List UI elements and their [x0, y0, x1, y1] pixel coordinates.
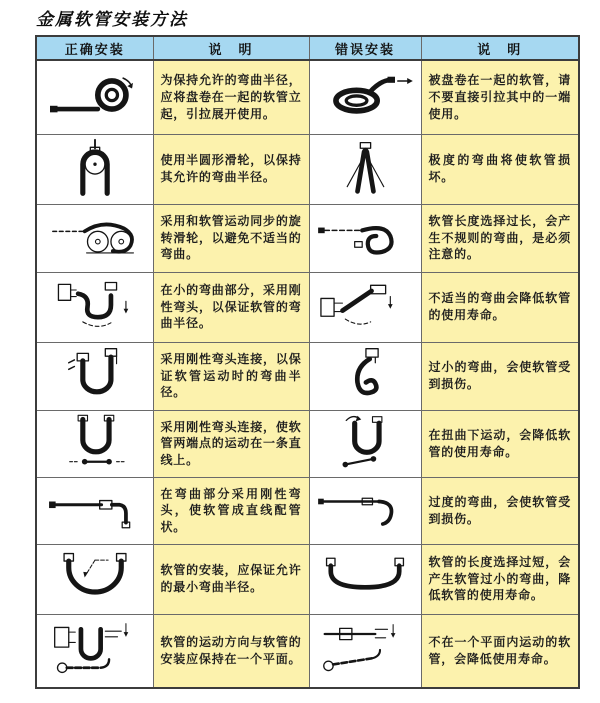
document-page [0, 5, 600, 689]
table-row [36, 134, 579, 204]
wrong-image-cell [309, 477, 421, 544]
page-title: 金属软管安装方法 [36, 10, 188, 30]
table-row [36, 477, 579, 544]
hose-u-with-rigid-elbows-icon [43, 344, 147, 404]
correct-description: 在弯曲部分采用刚性弯头，使软管成直线配管状。 [153, 477, 309, 544]
wrong-image-cell [309, 614, 421, 688]
wrong-description: 不适当的弯曲会降低软管的使用寿命。 [421, 272, 579, 342]
hose-motion-in-plane-icon [43, 619, 147, 679]
table-row [36, 60, 579, 134]
table-body [36, 60, 579, 688]
wrong-image-cell [309, 342, 421, 410]
correct-description: 采用和软管运动同步的旋转滑轮，以避免不适当的弯曲。 [153, 204, 309, 272]
wrong-description: 在扭曲下运动，会降低软管的使用寿命。 [421, 410, 579, 477]
hose-coil-upright-icon [43, 65, 147, 125]
correct-description: 为保持允许的弯曲半径，应将盘卷在一起的软管立起，引拉展开使用。 [153, 60, 309, 134]
column-header-wrong-install: 错误安装 [309, 36, 421, 60]
table-row [36, 614, 579, 688]
correct-description: 在小的弯曲部分，采用刚性弯头，以保证软管的弯曲半径。 [153, 272, 309, 342]
hose-minimum-bend-radius-u-icon [43, 547, 147, 607]
hose-twisted-motion-icon [313, 412, 417, 472]
wrong-image-cell [309, 272, 421, 342]
correct-image-cell [36, 410, 153, 477]
hose-u-inline-motion-icon [43, 412, 147, 472]
header-row [36, 36, 579, 60]
correct-description: 软管的运动方向与软管的安装应保持在一个平面。 [153, 614, 309, 688]
hose-overbent-end-icon [313, 479, 417, 539]
wrong-image-cell [309, 204, 421, 272]
hose-over-semicircular-pulley-icon [43, 137, 147, 197]
wrong-image-cell [309, 410, 421, 477]
table-header [36, 36, 579, 60]
column-header-wrong-description: 说 明 [421, 36, 579, 60]
wrong-description: 软管的长度选择过短，会产生软管过小的弯曲，降低软管的使用寿命。 [421, 544, 579, 614]
wrong-description: 被盘卷在一起的软管，请不要直接引拉其中的一端使用。 [421, 60, 579, 134]
hose-straight-with-elbow-icon [43, 479, 147, 539]
hose-coil-flat-pulled-icon [313, 65, 417, 125]
hose-motion-out-of-plane-icon [313, 619, 417, 679]
wrong-description: 不在一个平面内运动的软管，会降低使用寿命。 [421, 614, 579, 688]
correct-description: 软管的安装，应保证允许的最小弯曲半径。 [153, 544, 309, 614]
table-row [36, 272, 579, 342]
correct-description: 采用刚性弯头连接，使软管两端点的运动在一条直线上。 [153, 410, 309, 477]
wrong-description: 过小的弯曲，会使软管受到损伤。 [421, 342, 579, 410]
correct-image-cell [36, 544, 153, 614]
table-row [36, 204, 579, 272]
correct-image-cell [36, 614, 153, 688]
column-header-correct-description: 说 明 [153, 36, 309, 60]
wrong-image-cell [309, 60, 421, 134]
table-row [36, 544, 579, 614]
wrong-description: 过度的弯曲，会使软管受到损伤。 [421, 477, 579, 544]
correct-description: 采用刚性弯头连接，以保证软管运动时的弯曲半径。 [153, 342, 309, 410]
correct-image-cell [36, 272, 153, 342]
table-row [36, 342, 579, 410]
hose-improper-sharp-angle-icon [313, 275, 417, 335]
wrong-description: 极度的弯曲将使软管损坏。 [421, 134, 579, 204]
correct-image-cell [36, 134, 153, 204]
wrong-image-cell [309, 544, 421, 614]
installation-table [35, 35, 580, 689]
hose-too-small-bend-hook-icon [313, 344, 417, 404]
hose-with-rotating-pulleys-icon [43, 206, 147, 266]
correct-image-cell [36, 60, 153, 134]
correct-description: 使用半圆形滑轮，以保持其允许的弯曲半径。 [153, 134, 309, 204]
wrong-image-cell [309, 134, 421, 204]
correct-image-cell [36, 477, 153, 544]
correct-image-cell [36, 342, 153, 410]
hose-extreme-bend-icon [313, 137, 417, 197]
table-row [36, 410, 579, 477]
column-header-correct-install: 正确安装 [36, 36, 153, 60]
wrong-description: 软管长度选择过长，会产生不规则的弯曲，是必须注意的。 [421, 204, 579, 272]
correct-image-cell [36, 204, 153, 272]
hose-overlong-irregular-loop-icon [313, 206, 417, 266]
hose-with-rigid-elbow-s-curve-icon [43, 275, 147, 335]
hose-too-short-flat-u-icon [313, 547, 417, 607]
